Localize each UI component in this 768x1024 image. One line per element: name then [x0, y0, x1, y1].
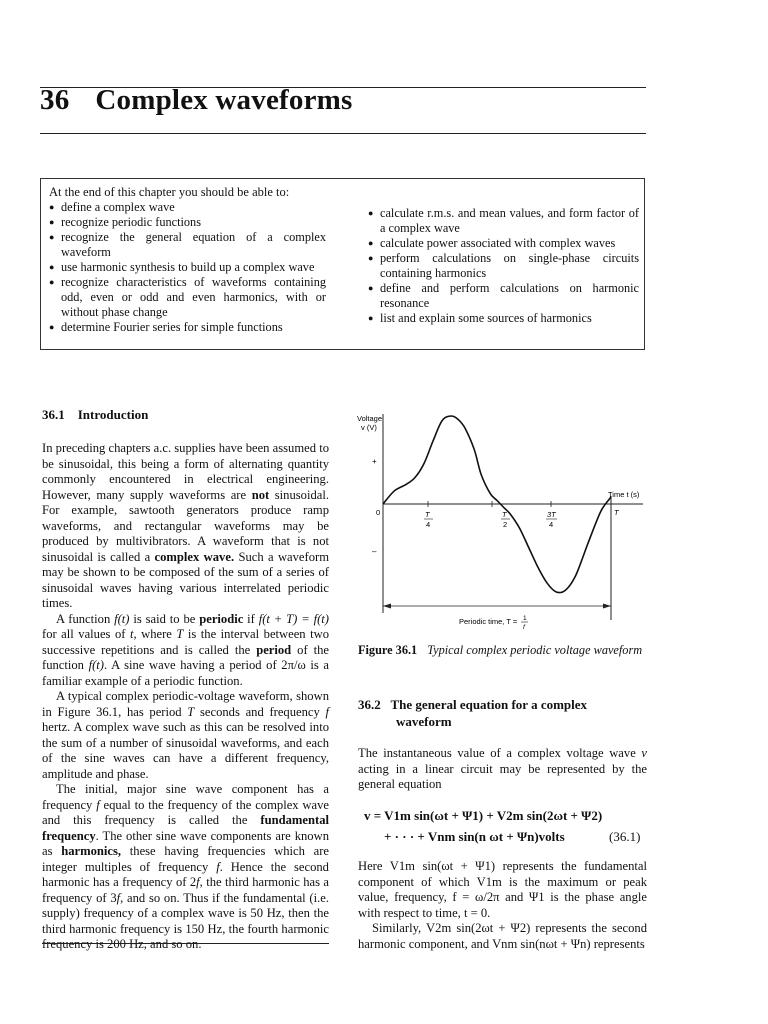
svg-text:4: 4	[426, 520, 431, 529]
left-column-bottom-rule	[42, 943, 329, 944]
svg-text:f: f	[523, 624, 525, 631]
svg-text:2: 2	[503, 520, 508, 529]
objective-item: ● calculate r.m.s. and mean values, and form factor of a complex wave	[368, 206, 639, 236]
objectives-right-list	[368, 206, 639, 326]
tick-t-quarter	[424, 501, 433, 529]
period-arrow-left	[383, 604, 391, 609]
objective-item: ● determine Fourier series for simple functions	[49, 320, 326, 335]
period-label	[459, 615, 528, 631]
equation-line-1: v = V1m sin(ωt + Ψ1) + V2m sin(2ωt + Ψ2)	[364, 808, 603, 823]
y-axis-label-line2: v (V)	[361, 423, 377, 432]
section-36-2-heading	[358, 696, 587, 730]
paragraph: A typical complex periodic-voltage waveform, shown in Figure 36.1, has period T seconds and frequency f hertz. A complex wave such as this can be resolved into the sum of a number of sinusoidal waveforms, and each of the sine waves can have a different frequency, amplitude and phase.	[42, 689, 329, 781]
objective-item: ● recognize periodic functions	[49, 215, 326, 230]
section-36-1-heading	[42, 407, 148, 423]
objective-item: ● use harmonic synthesis to build up a complex wave	[49, 260, 326, 275]
paragraph: Here V1m sin(ωt + Ψ1) represents the fundamental component of which V1m is the maximum or peak value, frequency, f = ω/2π and Ψ1 is the phase angle with respect to time, t = 0.	[358, 859, 647, 920]
svg-text:4: 4	[549, 520, 554, 529]
section-title-line1: The general equation for a complex	[390, 697, 588, 712]
figure-caption	[358, 643, 642, 658]
objective-item: ● list and explain some sources of harmonics	[368, 311, 639, 326]
section-36-2-body	[358, 859, 647, 952]
learning-objectives-box	[40, 178, 645, 350]
paragraph: In preceding chapters a.c. supplies have been assumed to be sinusoidal, this being a form of alternating quantity commonly encountered in electrical engineering. However, many supply waveforms are not sinusoidal. For example, sawtooth generators produce ramp waveforms, and rectangular waveforms may be produced by multivibrators. A waveform that is not sinusoidal is called a complex wave. Such a waveform may be shown to be composed of the sum of a series of sinusoidal waves having various interrelated periodic times.	[42, 441, 330, 610]
section-number: 36.1	[42, 407, 65, 422]
objective-item: ● define and perform calculations on harmonic resonance	[368, 281, 639, 311]
equation-line-2: + · · · + Vnm sin(n ωt + Ψn)volts	[384, 829, 565, 844]
objectives-left-list	[49, 200, 326, 335]
tick-t-label: T	[614, 508, 619, 517]
minus-sign: –	[372, 547, 377, 556]
y-axis-label-line1: Voltage	[357, 414, 383, 423]
objective-item: ● recognize characteristics of waveforms containing odd, even or odd and even harmonics, with or without phase change	[49, 275, 326, 320]
figure-label: Figure 36.1	[358, 643, 418, 657]
objective-item: ● calculate power associated with complex waves	[368, 236, 639, 251]
svg-text:Periodic time, T =: Periodic time, T =	[459, 617, 518, 626]
svg-text:T: T	[502, 510, 507, 519]
svg-text:3T: 3T	[547, 510, 556, 519]
figure-caption-text: Typical complex periodic voltage waveform	[427, 643, 643, 657]
svg-text:T: T	[425, 510, 430, 519]
paragraph: The instantaneous value of a complex voltage wave v acting in a linear circuit may be represented by the general equation	[358, 746, 647, 791]
chapter-title	[40, 84, 353, 117]
objective-item: ● define a complex wave	[49, 200, 326, 215]
x-axis-label: Time t (s)	[608, 490, 640, 499]
paragraph: The initial, major sine wave component has a frequency f equal to the frequency of the complex wave and this frequency is called the fundamental frequency. The other sine wave components are known as harmonics, these having frequencies which are integer multiples of frequency f. Hence the second harmonic has a frequency of 2f, the third harmonic has a frequency of 3f, and so on. Thus if the fundamental (i.e. supply) frequency of a complex wave is 50 Hz, then the third harmonic frequency is 150 Hz, the fourth harmonic frequency is 200 Hz, and so on.	[42, 782, 329, 951]
section-number: 36.2	[358, 697, 381, 712]
chapter-number: 36	[40, 84, 70, 116]
section-title-line2: waveform	[396, 714, 452, 729]
title-rule	[40, 133, 646, 134]
objective-item: ● recognize the general equation of a complex waveform	[49, 230, 326, 260]
section-36-2-intro	[358, 746, 647, 793]
plus-sign: +	[372, 457, 377, 466]
tick-three-quarter-t	[546, 501, 557, 529]
equation-number: (36.1)	[609, 829, 641, 844]
objective-item: ● perform calculations on single-phase circuits containing harmonics	[368, 251, 639, 281]
paragraph: A function f(t) is said to be periodic if f(t + T) = f(t) for all values of t, where T is the interval between two successive repetitions and is called the period of the function f(t). A sine wave having a period of 2π/ω is a familiar example of a periodic function.	[42, 611, 329, 688]
paragraph: Similarly, V2m sin(2ωt + Ψ2) represents the second harmonic component, and Vnm sin(nωt + Ψn) represents	[358, 921, 647, 951]
objectives-intro: At the end of this chapter you should be able to:	[49, 185, 290, 199]
chapter-title-text: Complex waveforms	[95, 84, 353, 116]
period-arrow-right	[603, 604, 611, 609]
origin-label: 0	[376, 508, 381, 517]
svg-text:1: 1	[523, 615, 527, 622]
section-36-1-body	[42, 441, 329, 953]
section-title: Introduction	[77, 407, 149, 422]
waveform-figure	[355, 408, 645, 638]
